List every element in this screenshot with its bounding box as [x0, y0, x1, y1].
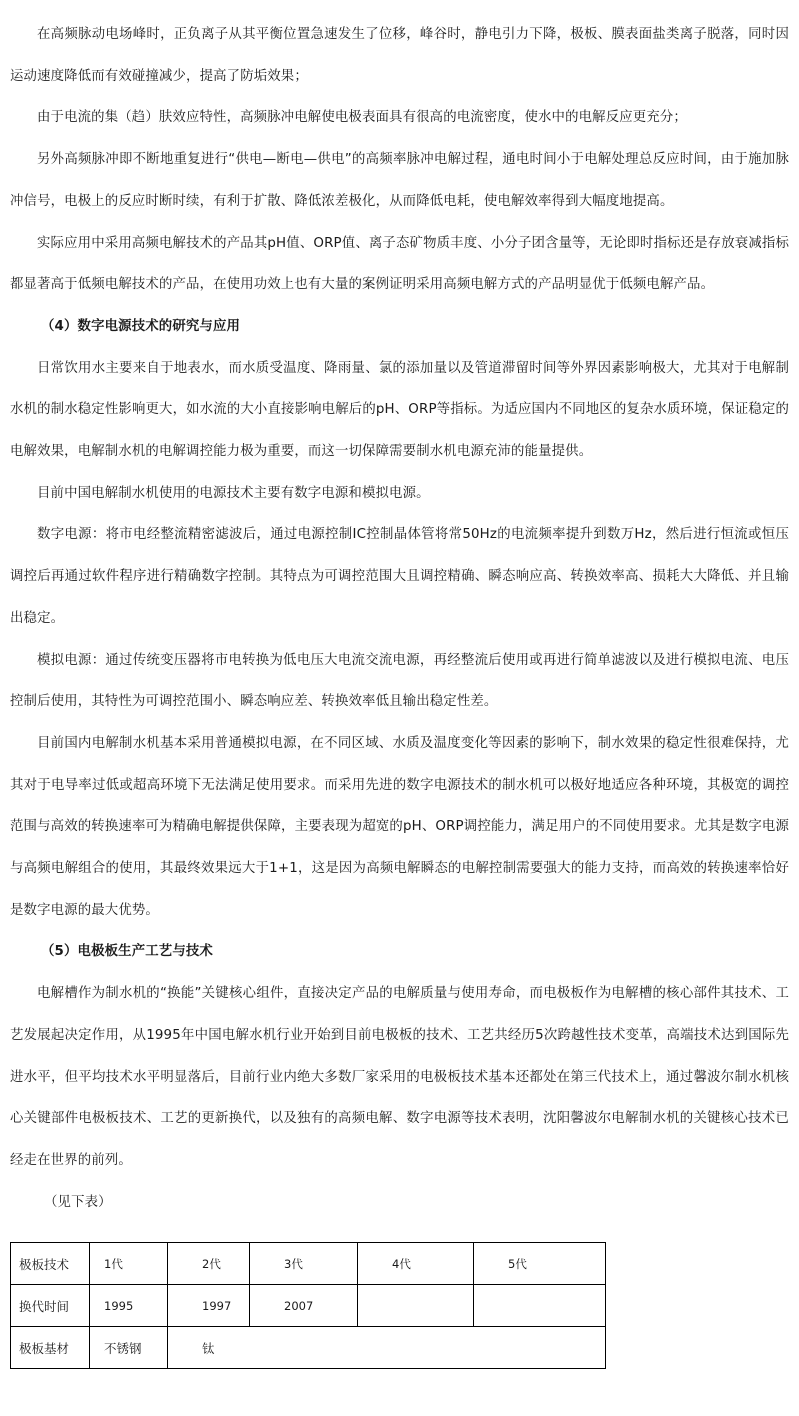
paragraph: 日常饮用水主要来自于地表水，而水质受温度、降雨量、氯的添加量以及管道滞留时间等外界因素影响极大，尤其对于电解制水机的制水稳定性影响更大，如水流的大小直接影响电解后的pH、ORP等指标。为适应国内不同地区的复杂水质环境，保证稳定的电解效果，电解制水机的电解调控能力极为重要，而这一切保障需要制水机电源充沛的能量提供。 [10, 360, 789, 460]
row-label: 极板技术 [11, 1243, 90, 1285]
section-heading: （5）电极板生产工艺与技术 [41, 944, 213, 960]
paragraph: 在高频脉动电场峰时，正负离子从其平衡位置急速发生了位移，峰谷时，静电引力下降，极板、膜表面盐类离子脱落，同时因运动速度降低而有效碰撞减少，提高了防垢效果； [10, 27, 789, 84]
table-cell [358, 1285, 474, 1327]
row-label: 极板基材 [11, 1327, 90, 1369]
paragraph: 目前中国电解制水机使用的电源技术主要有数字电源和模拟电源。 [37, 485, 430, 501]
table-cell: 4代 [358, 1243, 474, 1285]
table-cell: 2007 [250, 1285, 358, 1327]
table-cell: 不锈钢 [90, 1327, 168, 1369]
document-body [10, 14, 789, 1223]
table-row [11, 1327, 606, 1369]
table-cell [474, 1285, 606, 1327]
table-cell: 5代 [474, 1243, 606, 1285]
table-cell: 钛 [168, 1327, 606, 1369]
table-cell: 2代 [168, 1243, 250, 1285]
paragraph: 数字电源：将市电经整流精密滤波后，通过电源控制IC控制晶体管将常50Hz的电流频率提升到数万Hz，然后进行恒流或恒压调控后再通过软件程序进行精确数字控制。其特点为可调控范围大且调控精确、瞬态响应高、转换效率高、损耗大大降低、并且输出稳定。 [10, 527, 789, 626]
paragraph: 模拟电源：通过传统变压器将市电转换为低电压大电流交流电源，再经整流后使用或再进行简单滤波以及进行模拟电流、电压控制后使用，其特性为可调控范围小、瞬态响应差、转换效率低且输出稳定性差。 [10, 652, 789, 710]
paragraph: 电解槽作为制水机的“换能”关键核心组件，直接决定产品的电解质量与使用寿命，而电极板作为电解槽的核心部件其技术、工艺发展起决定作用，从1995年中国电解水机行业开始到目前电极板的技术、工艺共经历5次跨越性技术变革，高端技术达到国际先进水平，但平均技术水平明显落后，目前行业内绝大多数厂家采用的电极板技术基本还都处在第三代技术上，通过馨波尔制水机核心关键部件电极板技术、工艺的更新换代，以及独有的高频电解、数字电源等技术表明，沈阳馨波尔电解制水机的关键核心技术已经走在世界的前列。 [10, 986, 789, 1168]
table-cell: 3代 [250, 1243, 358, 1285]
paragraph: 由于电流的集（趋）肤效应特性，高频脉冲电解使电极表面具有很高的电流密度，使水中的电解反应更充分； [37, 110, 687, 126]
table-reference-note: （见下表） [44, 1194, 112, 1210]
table-row [11, 1243, 606, 1285]
paragraph: 实际应用中采用高频电解技术的产品其pH值、ORP值、离子态矿物质丰度、小分子团含量等，无论即时指标还是存放衰减指标都显著高于低频电解技术的产品，在使用功效上也有大量的案例证明采用高频电解方式的产品明显优于低频电解产品。 [10, 235, 789, 293]
row-label: 换代时间 [11, 1285, 90, 1327]
paragraph: 另外高频脉冲即不断地重复进行“供电—断电—供电”的高频率脉冲电解过程，通电时间小于电解处理总反应时间，由于施加脉冲信号，电极上的反应时断时续，有利于扩散、降低浓差极化，从而降低电耗，使电解效率得到大幅度地提高。 [10, 152, 789, 209]
table-cell: 1995 [90, 1285, 168, 1327]
table-cell: 1997 [168, 1285, 250, 1327]
section-heading: （4）数字电源技术的研究与应用 [41, 318, 241, 334]
table-cell: 1代 [90, 1243, 168, 1285]
table-row [11, 1285, 606, 1327]
electrode-technology-table [10, 1242, 606, 1369]
paragraph: 目前国内电解制水机基本采用普通模拟电源，在不同区域、水质及温度变化等因素的影响下，制水效果的稳定性很难保持，尤其对于电导率过低或超高环境下无法满足使用要求。而采用先进的数字电源技术的制水机可以极好地适应各种环境，其极宽的调控范围与高效的转换速率可为精确电解提供保障，主要表现为超宽的pH、ORP调控能力，满足用户的不同使用要求。尤其是数字电源与高频电解组合的使用，其最终效果远大于1+1，这是因为高频电解瞬态的电解控制需要强大的能力支持，而高效的转换速率恰好是数字电源的最大优势。 [10, 735, 789, 918]
